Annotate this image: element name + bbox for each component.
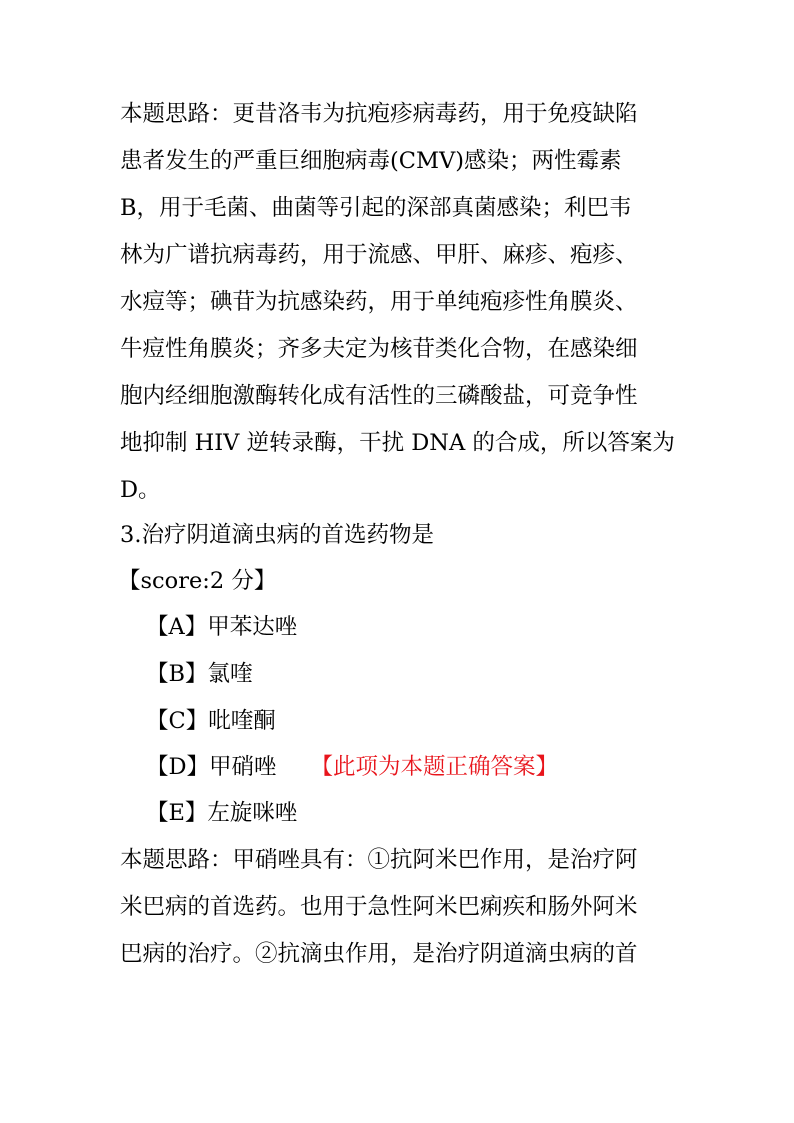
option-d bbox=[146, 752, 558, 782]
option-label: 【B】氯喹 bbox=[146, 661, 253, 687]
option-e bbox=[146, 798, 297, 828]
explanation-line: 米巴病的首选药。也用于急性阿米巴痢疾和肠外阿米 bbox=[120, 894, 638, 920]
option-label: 【D】甲硝唑 bbox=[146, 754, 277, 780]
prev-explanation-line: 牛痘性角膜炎；齐多夫定为核苷类化合物，在感染细 bbox=[120, 336, 638, 362]
option-label: 【A】甲苯达唑 bbox=[146, 614, 298, 640]
question-title: 3.治疗阴道滴虫病的首选药物是 bbox=[120, 522, 434, 548]
correct-answer-note: 【此项为本题正确答案】 bbox=[310, 754, 559, 780]
prev-explanation-line: 患者发生的严重巨细胞病毒(CMV)感染；两性霉素 bbox=[120, 148, 622, 174]
question-score: 【score:2 分】 bbox=[118, 568, 277, 594]
prev-explanation-line: 胞内经细胞激酶转化成有活性的三磷酸盐，可竞争性 bbox=[120, 383, 638, 409]
option-label: 【C】吡喹酮 bbox=[146, 708, 276, 734]
option-b bbox=[146, 659, 253, 689]
prev-explanation-line: B，用于毛菌、曲菌等引起的深部真菌感染；利巴韦 bbox=[120, 195, 632, 221]
prev-explanation-line: 水痘等；碘苷为抗感染药，用于单纯疱疹性角膜炎、 bbox=[120, 289, 638, 315]
option-c bbox=[146, 706, 276, 736]
prev-explanation-line: 本题思路：更昔洛韦为抗疱疹病毒药，用于免疫缺陷 bbox=[120, 101, 638, 127]
prev-explanation-line: D。 bbox=[120, 477, 161, 503]
prev-explanation-line: 地抑制 HIV 逆转录酶，干扰 DNA 的合成，所以答案为 bbox=[120, 430, 675, 456]
prev-explanation-line: 林为广谱抗病毒药，用于流感、甲肝、麻疹、疱疹、 bbox=[120, 242, 638, 268]
explanation-line: 本题思路：甲硝唑具有：①抗阿米巴作用，是治疗阿 bbox=[120, 847, 638, 873]
option-label: 【E】左旋咪唑 bbox=[146, 800, 298, 826]
option-a bbox=[146, 612, 297, 642]
explanation-line: 巴病的治疗。②抗滴虫作用，是治疗阴道滴虫病的首 bbox=[120, 941, 638, 967]
